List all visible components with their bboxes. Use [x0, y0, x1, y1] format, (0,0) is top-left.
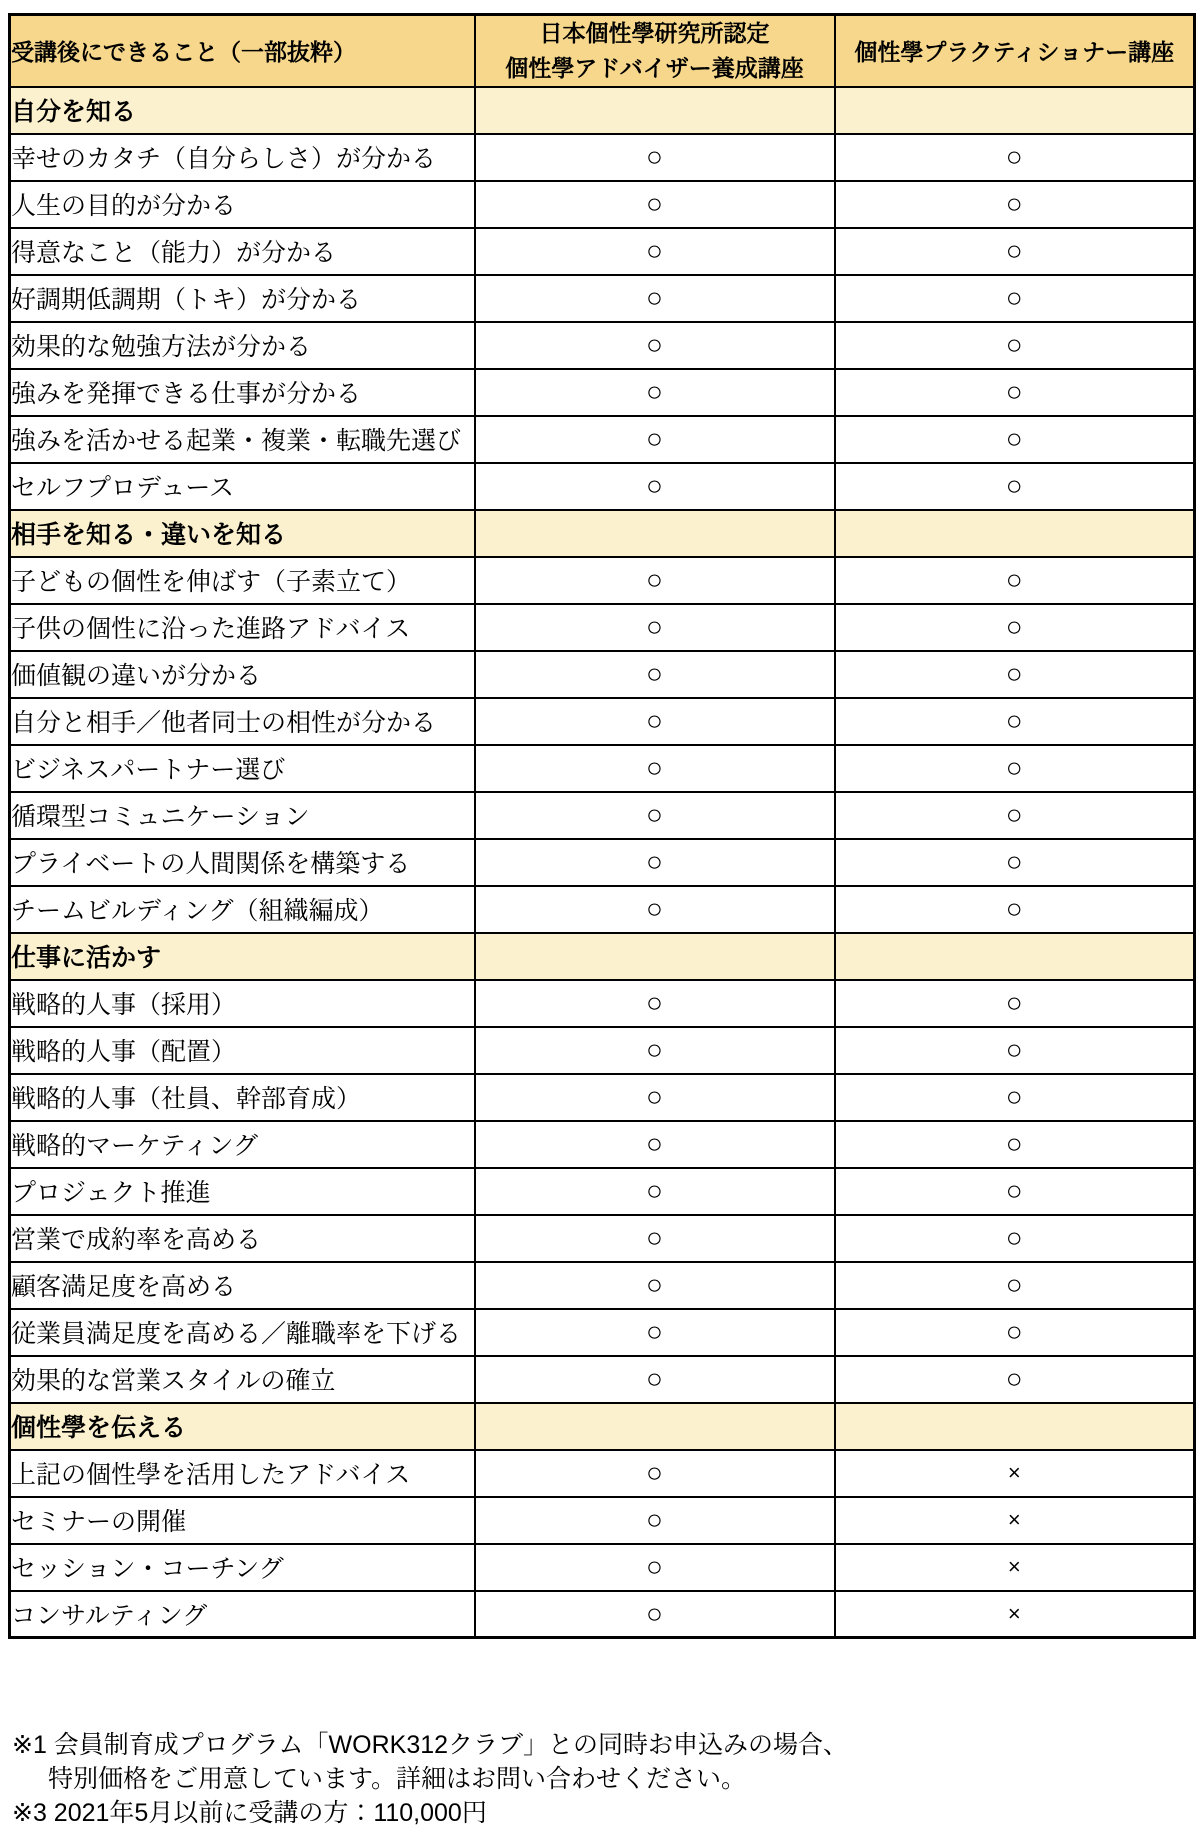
column-header-advisor-course	[475, 15, 835, 87]
practitioner-mark-cell: ○	[835, 745, 1195, 792]
advisor-mark-cell: ○	[475, 463, 835, 510]
practitioner-mark-cell: ○	[835, 1215, 1195, 1262]
advisor-mark-cell: ○	[475, 369, 835, 416]
advisor-mark-cell: ○	[475, 839, 835, 886]
item-label-cell: 上記の個性學を活用したアドバイス	[10, 1450, 475, 1497]
section-empty-cell	[475, 87, 835, 134]
advisor-mark-cell: ○	[475, 1262, 835, 1309]
item-label-cell: 効果的な営業スタイルの確立	[10, 1356, 475, 1403]
item-label-cell: 効果的な勉強方法が分かる	[10, 322, 475, 369]
item-label-cell: 人生の目的が分かる	[10, 181, 475, 228]
footnote-1-line-2: 特別価格をご用意しています。詳細はお問い合わせください。	[48, 1765, 747, 1793]
practitioner-mark-cell: ○	[835, 1121, 1195, 1168]
item-label-cell: 子供の個性に沿った進路アドバイス	[10, 604, 475, 651]
item-label-cell: セミナーの開催	[10, 1497, 475, 1544]
practitioner-mark-cell: ○	[835, 1262, 1195, 1309]
practitioner-mark-cell: ○	[835, 1168, 1195, 1215]
section-title: 自分を知る	[10, 87, 475, 134]
item-label-cell: 強みを発揮できる仕事が分かる	[10, 369, 475, 416]
section-title: 仕事に活かす	[10, 933, 475, 980]
practitioner-mark-cell: ○	[835, 1309, 1195, 1356]
table-row	[10, 369, 1195, 416]
section-empty-cell	[475, 933, 835, 980]
practitioner-mark-cell: ○	[835, 1027, 1195, 1074]
table-row	[10, 1497, 1195, 1544]
item-label-cell: 戦略的人事（社員、幹部育成）	[10, 1074, 475, 1121]
item-label-cell: セルフプロデュース	[10, 463, 475, 510]
item-label-cell: プロジェクト推進	[10, 1168, 475, 1215]
advisor-mark-cell: ○	[475, 1544, 835, 1591]
advisor-mark-cell: ○	[475, 1497, 835, 1544]
table-row	[10, 1450, 1195, 1497]
table-row	[10, 1309, 1195, 1356]
advisor-mark-cell: ○	[475, 698, 835, 745]
advisor-mark-cell: ○	[475, 886, 835, 933]
section-empty-cell	[835, 87, 1195, 134]
table-row	[10, 1215, 1195, 1262]
table-row	[10, 1074, 1195, 1121]
item-label-cell: 循環型コミュニケーション	[10, 792, 475, 839]
advisor-mark-cell: ○	[475, 1074, 835, 1121]
practitioner-mark-cell: ○	[835, 463, 1195, 510]
footnote-3: ※3 2021年5月以前に受講の方：110,000円	[12, 1799, 487, 1827]
practitioner-mark-cell: ○	[835, 322, 1195, 369]
advisor-mark-cell: ○	[475, 792, 835, 839]
advisor-mark-cell: ○	[475, 980, 835, 1027]
footnote-1-line-1: ※1 会員制育成プログラム「WORK312クラブ」との同時お申込みの場合、	[12, 1731, 849, 1759]
item-label-cell: 営業で成約率を高める	[10, 1215, 475, 1262]
item-label-cell: 価値観の違いが分かる	[10, 651, 475, 698]
table-row	[10, 1356, 1195, 1403]
advisor-mark-cell: ○	[475, 322, 835, 369]
section-row	[10, 1403, 1195, 1450]
section-empty-cell	[475, 1403, 835, 1450]
table-row	[10, 1121, 1195, 1168]
practitioner-mark-cell: ○	[835, 181, 1195, 228]
header-row	[10, 15, 1195, 87]
table-row	[10, 181, 1195, 228]
item-label-cell: 幸せのカタチ（自分らしさ）が分かる	[10, 134, 475, 181]
section-empty-cell	[835, 1403, 1195, 1450]
table-row	[10, 416, 1195, 463]
advisor-mark-cell: ○	[475, 651, 835, 698]
advisor-mark-cell: ○	[475, 1309, 835, 1356]
practitioner-mark-cell: ×	[835, 1591, 1195, 1638]
table-row	[10, 557, 1195, 604]
item-label-cell: セッション・コーチング	[10, 1544, 475, 1591]
advisor-mark-cell: ○	[475, 604, 835, 651]
practitioner-mark-cell: ○	[835, 651, 1195, 698]
table-row	[10, 1168, 1195, 1215]
item-label-cell: プライベートの人間関係を構築する	[10, 839, 475, 886]
advisor-course-header-line1: 日本個性學研究所認定	[539, 20, 770, 47]
practitioner-mark-cell: ○	[835, 134, 1195, 181]
table-row	[10, 463, 1195, 510]
section-row	[10, 933, 1195, 980]
table-row	[10, 1262, 1195, 1309]
advisor-mark-cell: ○	[475, 745, 835, 792]
table-row	[10, 228, 1195, 275]
table-row	[10, 1591, 1195, 1638]
table-row	[10, 745, 1195, 792]
practitioner-mark-cell: ○	[835, 886, 1195, 933]
item-label-cell: ビジネスパートナー選び	[10, 745, 475, 792]
item-label-cell: 戦略的人事（採用）	[10, 980, 475, 1027]
advisor-mark-cell: ○	[475, 181, 835, 228]
practitioner-mark-cell: ○	[835, 1356, 1195, 1403]
section-empty-cell	[835, 933, 1195, 980]
footnotes	[12, 1728, 848, 1830]
advisor-mark-cell: ○	[475, 1450, 835, 1497]
table-row	[10, 698, 1195, 745]
advisor-mark-cell: ○	[475, 134, 835, 181]
course-comparison-table	[8, 13, 1196, 1639]
practitioner-mark-cell: ○	[835, 1074, 1195, 1121]
practitioner-mark-cell: ○	[835, 792, 1195, 839]
table-row	[10, 322, 1195, 369]
item-label-cell: コンサルティング	[10, 1591, 475, 1638]
section-title: 相手を知る・違いを知る	[10, 510, 475, 557]
table-row	[10, 980, 1195, 1027]
advisor-mark-cell: ○	[475, 1121, 835, 1168]
section-title: 個性學を伝える	[10, 1403, 475, 1450]
item-label-cell: 顧客満足度を高める	[10, 1262, 475, 1309]
practitioner-mark-cell: ○	[835, 369, 1195, 416]
table-row	[10, 1027, 1195, 1074]
item-label-cell: 強みを活かせる起業・複業・転職先選び	[10, 416, 475, 463]
table-row	[10, 886, 1195, 933]
practitioner-mark-cell: ○	[835, 698, 1195, 745]
practitioner-mark-cell: ○	[835, 416, 1195, 463]
column-header-items: 受講後にできること（一部抜粋）	[10, 15, 475, 87]
practitioner-mark-cell: ×	[835, 1450, 1195, 1497]
practitioner-mark-cell: ○	[835, 980, 1195, 1027]
advisor-mark-cell: ○	[475, 275, 835, 322]
advisor-mark-cell: ○	[475, 1356, 835, 1403]
advisor-mark-cell: ○	[475, 1168, 835, 1215]
table-row	[10, 275, 1195, 322]
advisor-mark-cell: ○	[475, 1215, 835, 1262]
table-row	[10, 134, 1195, 181]
section-empty-cell	[835, 510, 1195, 557]
practitioner-mark-cell: ×	[835, 1544, 1195, 1591]
item-label-cell: チームビルディング（組織編成）	[10, 886, 475, 933]
table-row	[10, 792, 1195, 839]
practitioner-mark-cell: ○	[835, 228, 1195, 275]
item-label-cell: 自分と相手／他者同士の相性が分かる	[10, 698, 475, 745]
item-label-cell: 戦略的人事（配置）	[10, 1027, 475, 1074]
practitioner-mark-cell: ○	[835, 839, 1195, 886]
section-row	[10, 87, 1195, 134]
column-header-practitioner-course: 個性學プラクティショナー講座	[835, 15, 1195, 87]
practitioner-mark-cell: ○	[835, 604, 1195, 651]
practitioner-mark-cell: ×	[835, 1497, 1195, 1544]
item-label-cell: 得意なこと（能力）が分かる	[10, 228, 475, 275]
practitioner-mark-cell: ○	[835, 275, 1195, 322]
advisor-mark-cell: ○	[475, 416, 835, 463]
practitioner-mark-cell: ○	[835, 557, 1195, 604]
section-row	[10, 510, 1195, 557]
table-row	[10, 1544, 1195, 1591]
advisor-course-header-line2: 個性學アドバイザー養成講座	[505, 54, 804, 81]
item-label-cell: 好調期低調期（トキ）が分かる	[10, 275, 475, 322]
table-row	[10, 604, 1195, 651]
advisor-mark-cell: ○	[475, 228, 835, 275]
section-empty-cell	[475, 510, 835, 557]
table-row	[10, 839, 1195, 886]
item-label-cell: 子どもの個性を伸ばす（子素立て）	[10, 557, 475, 604]
advisor-mark-cell: ○	[475, 1027, 835, 1074]
advisor-mark-cell: ○	[475, 1591, 835, 1638]
item-label-cell: 従業員満足度を高める／離職率を下げる	[10, 1309, 475, 1356]
item-label-cell: 戦略的マーケティング	[10, 1121, 475, 1168]
advisor-mark-cell: ○	[475, 557, 835, 604]
table-row	[10, 651, 1195, 698]
